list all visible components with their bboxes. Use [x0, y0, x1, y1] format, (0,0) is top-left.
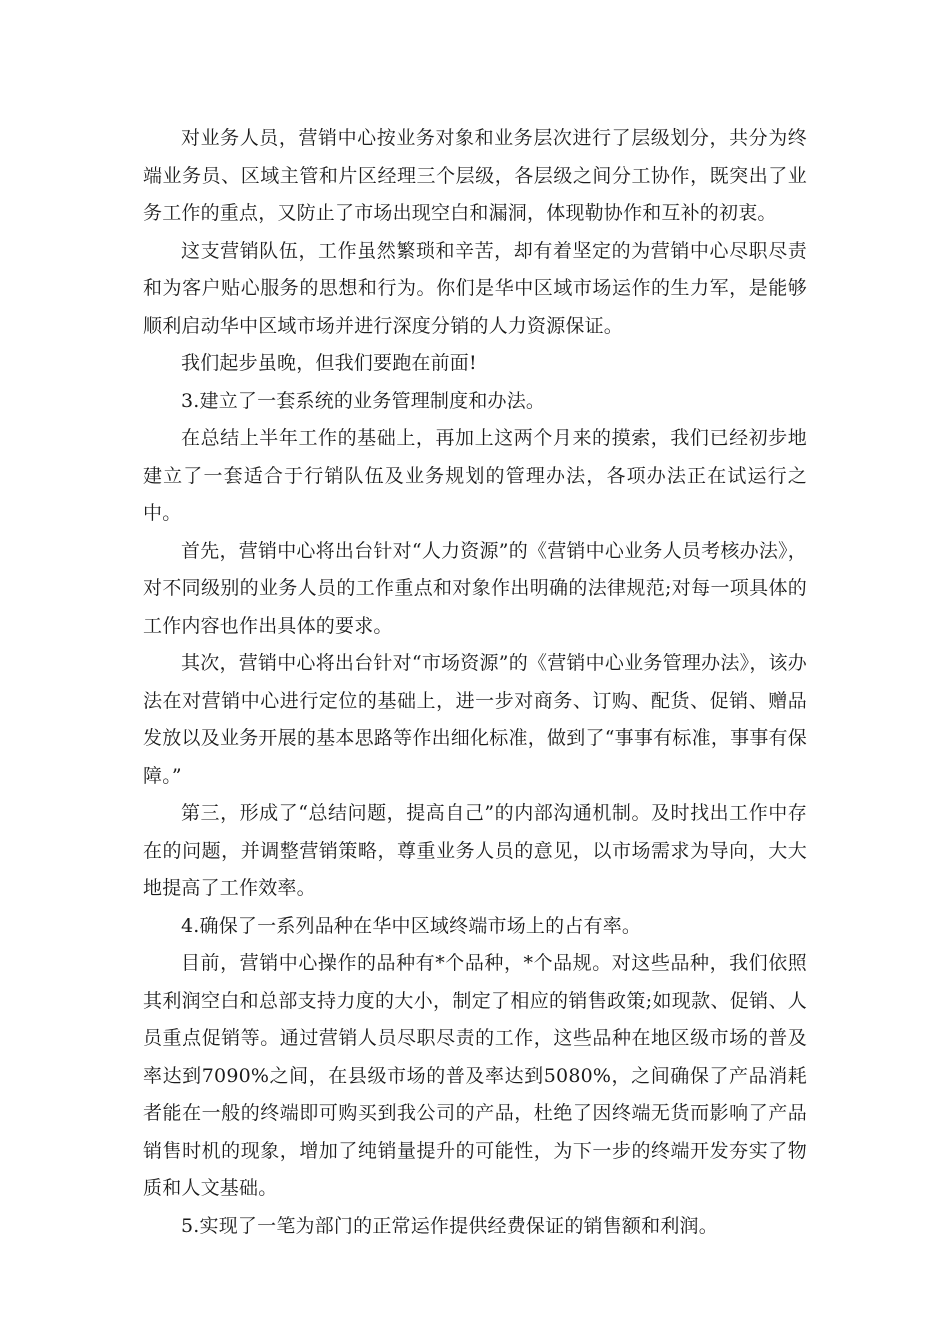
paragraph-product-coverage: 目前，营销中心操作的品种有*个品种，*个品规。对这些品种，我们依照其利润空白和总部支持力度的大小，制定了相应的销售政策;如现款、促销、人员重点促销等。通过营销人员尽职尽责的工作，这些品种在地区级市场的普及率达到7090%之间，在县级市场的普及率达到5080%，之间确保了产品消耗者能在一般的终端即可购买到我公司的产品，杜绝了因终端无货而影响了产品销售时机的现象，增加了纯销量提升的可能性，为下一步的终端开发夯实了物质和人文基础。 — [143, 952, 807, 1199]
paragraph-second-market: 其次，营销中心将出台针对“市场资源”的《营销中心业务管理办法》，该办法在对营销中心进行定位的基础上，进一步对商务、订购、配货、促销、赠品发放以及业务开展的基本思路等作出细化标准，做到了“事事有标准，事事有保障。” — [143, 652, 807, 787]
section-heading-5: 5.实现了一笔为部门的正常运作提供经费保证的销售额和利润。 — [181, 1214, 718, 1237]
paragraph-business-staff-levels: 对业务人员，营销中心按业务对象和业务层次进行了层级划分，共分为终端业务员、区域主管和片区经理三个层级，各层级之间分工协作，既突出了业务工作的重点，又防止了市场出现空白和漏洞，体现勒协作和互补的初衷。 — [143, 127, 807, 224]
document-body — [143, 120, 807, 1245]
paragraph-slogan: 我们起步虽晚，但我们要跑在前面! — [181, 352, 477, 374]
section-heading-4: 4.确保了一系列品种在华中区域终端市场上的占有率。 — [181, 914, 642, 937]
paragraph-management-methods: 在总结上半年工作的基础上，再加上这两个月来的摸索，我们已经初步地建立了一套适合于行销队伍及业务规划的管理办法，各项办法正在试运行之中。 — [143, 427, 807, 524]
paragraph-sales-team: 这支营销队伍，工作虽然繁琐和辛苦，却有着坚定的为营销中心尽职尽责和为客户贴心服务的思想和行为。你们是华中区域市场运作的生力军，是能够顺利启动华中区域市场并进行深度分销的人力资源保证。 — [143, 239, 807, 337]
paragraph-third-communication: 第三，形成了“总结问题，提高自己”的内部沟通机制。及时找出工作中存在的问题，并调整营销策略，尊重业务人员的意见，以市场需求为导向，大大地提高了工作效率。 — [143, 802, 807, 899]
section-heading-3: 3.建立了一套系统的业务管理制度和办法。 — [181, 389, 546, 412]
paragraph-first-hr: 首先，营销中心将出台针对“人力资源”的《营销中心业务人员考核办法》，对不同级别的业务人员的工作重点和对象作出明确的法律规范;对每一项具体的工作内容也作出具体的要求。 — [143, 539, 807, 637]
